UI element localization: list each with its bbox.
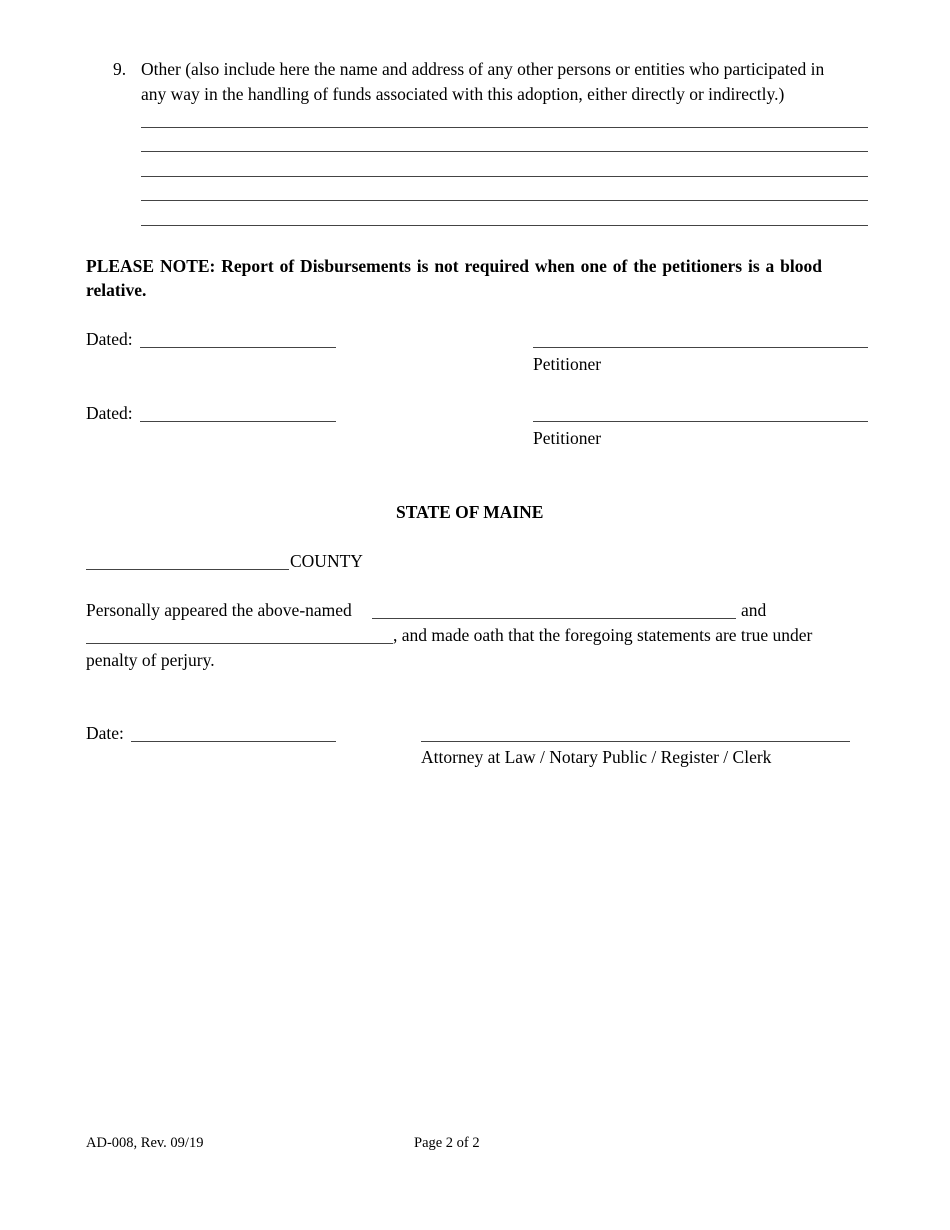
petitioner-label-2: Petitioner	[533, 428, 602, 448]
item9-text-line1: Other (also include here the name and address of any other persons or entities who participated in	[141, 59, 825, 79]
appeared-name-field-2[interactable]	[86, 643, 393, 644]
dated-label-1: Dated:	[86, 329, 133, 349]
date-field[interactable]	[131, 741, 336, 742]
state-heading: STATE OF MAINE	[396, 502, 544, 522]
appeared-name-field-1[interactable]	[372, 618, 736, 619]
dated-field-1[interactable]	[140, 347, 336, 348]
notary-signature-line[interactable]	[421, 741, 850, 742]
item9-blank-line-5[interactable]	[141, 225, 868, 226]
page-number: Page 2 of 2	[414, 1135, 480, 1151]
county-field[interactable]	[86, 569, 289, 570]
petitioner-signature-line-1[interactable]	[533, 347, 868, 348]
item9-blank-line-4[interactable]	[141, 200, 868, 201]
county-label: COUNTY	[290, 551, 363, 571]
oath-prefix: Personally appeared the above-named	[86, 600, 352, 620]
please-note-line2: relative.	[86, 280, 147, 300]
form-id: AD-008, Rev. 09/19	[86, 1135, 204, 1151]
date-label: Date:	[86, 723, 124, 743]
oath-line3: penalty of perjury.	[86, 650, 215, 670]
please-note-line1: PLEASE NOTE: Report of Disbursements is not required when one of the petitioners is a blood	[86, 256, 822, 276]
item-number: 9.	[113, 59, 127, 79]
petitioner-signature-line-2[interactable]	[533, 421, 868, 422]
notary-signer-label: Attorney at Law / Notary Public / Register / Clerk	[421, 747, 772, 767]
dated-label-2: Dated:	[86, 403, 133, 423]
item9-blank-line-2[interactable]	[141, 151, 868, 152]
oath-middle: , and made oath that the foregoing statements are true under	[393, 625, 813, 645]
item9-text-line2: any way in the handling of funds associated with this adoption, either directly or indirectly.)	[141, 84, 785, 104]
item9-blank-line-3[interactable]	[141, 176, 868, 177]
item9-blank-line-1[interactable]	[141, 127, 868, 128]
oath-and: and	[741, 600, 767, 620]
dated-field-2[interactable]	[140, 421, 336, 422]
petitioner-label-1: Petitioner	[533, 354, 602, 374]
